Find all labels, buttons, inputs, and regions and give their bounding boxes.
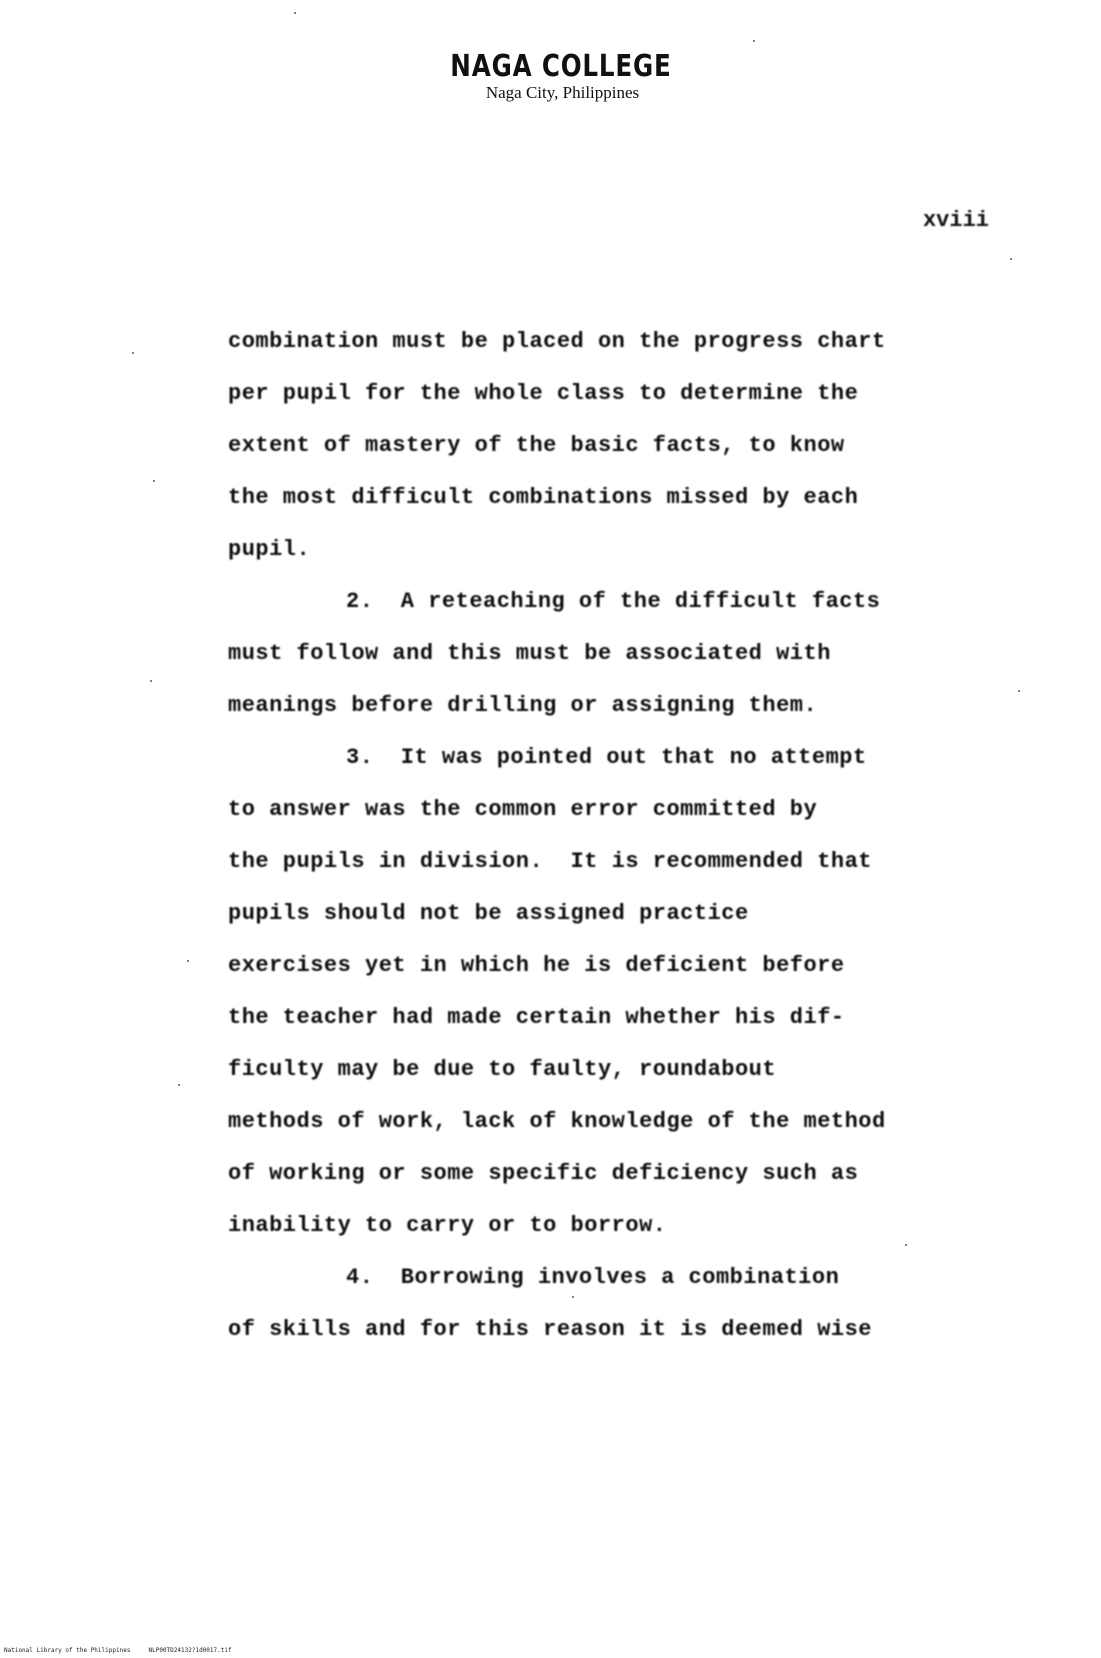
text-line: extent of mastery of the basic facts, to know — [228, 433, 845, 458]
text-line: per pupil for the whole class to determine the — [228, 381, 859, 406]
scan-footer: National Library of the Philippines NLP00TD24132?1d0017.tif — [4, 1647, 232, 1654]
scan-speck — [153, 480, 155, 482]
text-line: the most difficult combinations missed by each — [228, 485, 859, 510]
text-line: exercises yet in which he is deficient before — [228, 953, 845, 978]
text-line: meanings before drilling or assigning them. — [228, 693, 818, 718]
text-line: inability to carry or to borrow. — [228, 1213, 667, 1238]
scan-speck — [132, 352, 134, 354]
text-line: methods of work, lack of knowledge of the method — [228, 1109, 886, 1134]
text-line: pupils should not be assigned practice — [228, 901, 749, 926]
document-body — [228, 316, 988, 1356]
text-line: 3. It was pointed out that no attempt — [346, 745, 867, 770]
scan-speck — [187, 960, 189, 962]
page-number: xviii — [922, 208, 989, 233]
scan-speck — [905, 1244, 907, 1246]
text-line: the teacher had made certain whether his dif- — [228, 1005, 845, 1030]
text-line: pupil. — [228, 537, 311, 562]
text-line: 2. A reteaching of the difficult facts — [346, 589, 881, 614]
text-line: to answer was the common error committed by — [228, 797, 818, 822]
scan-speck — [178, 1084, 180, 1086]
text-line: 4. Borrowing involves a combination — [346, 1265, 840, 1290]
text-line: the pupils in division. It is recommended that — [228, 849, 873, 874]
text-line: of skills and for this reason it is deemed wise — [228, 1317, 873, 1342]
scan-speck — [294, 12, 296, 14]
scan-speck — [1018, 690, 1020, 692]
text-line: combination must be placed on the progress chart — [228, 329, 886, 354]
scan-speck — [1010, 258, 1012, 260]
scan-speck — [150, 680, 152, 682]
text-line: must follow and this must be associated with — [228, 641, 831, 666]
institution-location: Naga City, Philippines — [485, 83, 640, 102]
text-line: ficulty may be due to faulty, roundabout — [228, 1057, 777, 1082]
scan-speck — [753, 40, 755, 42]
text-line: of working or some specific deficiency such as — [228, 1161, 859, 1186]
letterhead — [0, 48, 1101, 104]
scan-speck — [572, 1296, 574, 1298]
institution-name: NAGA COLLEGE — [449, 49, 672, 84]
